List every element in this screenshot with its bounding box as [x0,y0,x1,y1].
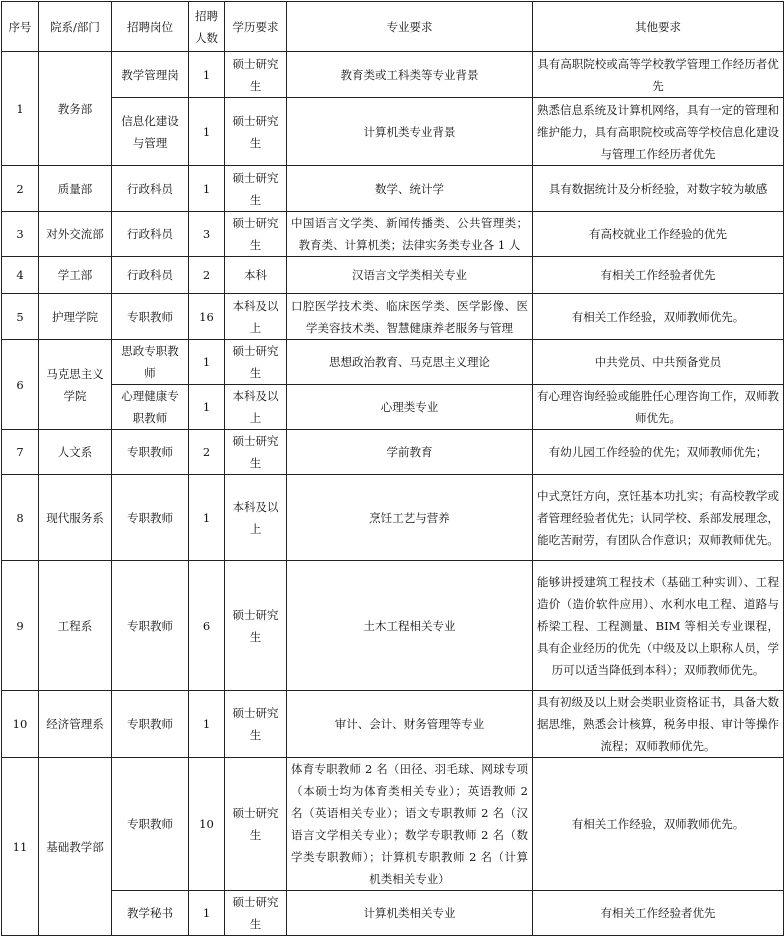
row-position: 专职教师 [112,561,189,691]
row-count: 1 [189,98,225,166]
table-row [2,52,784,98]
row-other: 有心理咨询经验或能胜任心理咨询工作，双师教师优先。 [533,385,784,430]
row-other: 具有高职院校或高等学校教学管理工作经历者优先 [533,52,784,98]
row-dept: 护理学院 [39,294,112,340]
row-dept: 人文系 [39,430,112,475]
row-other: 具有数据统计及分析经验，对数字较为敏感 [533,166,784,212]
row-seq: 6 [2,340,39,430]
row-edu: 硕士研究生 [225,430,287,475]
row-dept: 经济管理系 [39,691,112,758]
header-dept: 院系/部门 [39,2,112,52]
row-edu: 本科及以上 [225,294,287,340]
row-count: 1 [189,475,225,561]
header-position: 招聘岗位 [112,2,189,52]
row-major: 汉语言文学类相关专业 [287,257,533,294]
row-other: 中共党员、中共预备党员 [533,340,784,385]
row-major: 烹饪工艺与营养 [287,475,533,561]
row-edu: 本科 [225,257,287,294]
table-row [2,257,784,294]
row-position: 心理健康专职教师 [112,385,189,430]
row-position: 专职教师 [112,430,189,475]
row-dept: 基础教学部 [39,758,112,936]
row-seq: 11 [2,758,39,936]
table-row [2,475,784,561]
row-position: 教学秘书 [112,891,189,936]
row-dept: 教务部 [39,52,112,166]
row-major: 思想政治教育、马克思主义理论 [287,340,533,385]
row-major: 中国语言文学类、新闻传播类、公共管理类；教育类、计算机类；法律实务类专业各 1 人 [287,212,533,257]
table-row [2,691,784,758]
row-edu: 硕士研究生 [225,758,287,891]
row-major: 口腔医学技术类、临床医学类、医学影像、医学美容技术类、智慧健康养老服务与管理 [287,294,533,340]
row-major: 心理类专业 [287,385,533,430]
row-edu: 硕士研究生 [225,561,287,691]
row-seq: 10 [2,691,39,758]
row-count: 2 [189,430,225,475]
row-edu: 本科及以上 [225,475,287,561]
row-position: 行政科员 [112,257,189,294]
row-edu: 硕士研究生 [225,340,287,385]
row-edu: 硕士研究生 [225,891,287,936]
row-position: 专职教师 [112,691,189,758]
row-other: 熟悉信息系统及计算机网络，具有一定的管理和维护能力，具有高职院校或高等学校信息化建设与管理工作经历者优先 [533,98,784,166]
row-other: 有相关工作经验，双师教师优先。 [533,294,784,340]
row-dept: 学工部 [39,257,112,294]
row-count: 10 [189,758,225,891]
row-major: 数学、统计学 [287,166,533,212]
row-dept: 现代服务系 [39,475,112,561]
row-seq: 3 [2,212,39,257]
row-count: 1 [189,891,225,936]
row-edu: 硕士研究生 [225,691,287,758]
header-edu: 学历要求 [225,2,287,52]
row-seq: 2 [2,166,39,212]
row-seq: 7 [2,430,39,475]
row-count: 1 [189,52,225,98]
row-other: 能够讲授建筑工程技术（基础工种实训）、工程造价（造价软件应用）、水利水电工程、道路与桥梁工程、工程测量、BIM 等相关专业课程，具有企业经历的优先（中级及以上职称人员，学历可以适当降低到本科）；双师教师优先。 [533,561,784,691]
table-row [2,98,784,166]
row-other: 中式烹饪方向，烹饪基本功扎实；有高校教学或者管理经验者优先；认同学校、系部发展理念，能吃苦耐劳，有团队合作意识；双师教师优先。 [533,475,784,561]
row-count: 1 [189,385,225,430]
row-count: 2 [189,257,225,294]
row-count: 1 [189,340,225,385]
row-position: 思政专职教师 [112,340,189,385]
row-other: 有相关工作经验者优先 [533,891,784,936]
table-row [2,166,784,212]
row-major: 审计、会计、财务管理等专业 [287,691,533,758]
table-row [2,385,784,430]
row-major: 学前教育 [287,430,533,475]
row-major: 教育类或工科类等专业背景 [287,52,533,98]
table-row [2,758,784,891]
table-row [2,340,784,385]
row-dept: 工程系 [39,561,112,691]
row-position: 行政科员 [112,212,189,257]
table-row [2,294,784,340]
row-seq: 9 [2,561,39,691]
header-seq: 序号 [2,2,39,52]
row-edu: 硕士研究生 [225,98,287,166]
row-edu: 硕士研究生 [225,166,287,212]
row-seq: 8 [2,475,39,561]
row-count: 16 [189,294,225,340]
row-count: 1 [189,166,225,212]
row-count: 1 [189,691,225,758]
row-major: 计算机类专业背景 [287,98,533,166]
row-other: 有高校就业工作经验的优先 [533,212,784,257]
table-row [2,891,784,936]
table-row [2,212,784,257]
row-position: 专职教师 [112,758,189,891]
row-dept: 马克思主义学院 [39,340,112,430]
row-count: 3 [189,212,225,257]
row-edu: 本科及以上 [225,385,287,430]
header-row [2,2,784,52]
row-position: 专职教师 [112,475,189,561]
row-dept: 对外交流部 [39,212,112,257]
row-count: 6 [189,561,225,691]
row-edu: 硕士研究生 [225,212,287,257]
row-edu: 硕士研究生 [225,52,287,98]
row-other: 有幼儿园工作经验的优先；双师教师优先； [533,430,784,475]
row-seq: 1 [2,52,39,166]
recruitment-table [1,1,784,936]
header-major: 专业要求 [287,2,533,52]
row-other: 有相关工作经验者优先 [533,257,784,294]
header-other: 其他要求 [533,2,784,52]
row-position: 教学管理岗 [112,52,189,98]
row-other: 有相关工作经验，双师教师优先。 [533,758,784,891]
row-position: 行政科员 [112,166,189,212]
row-major: 计算机类相关专业 [287,891,533,936]
row-major: 体育专职教师 2 名（田径、羽毛球、网球专项（本硕士均为体育类相关专业）；英语教师 2 名（英语相关专业）；语文专职教师 2 名（汉语言文学相关专业）；数学专职教师 2 名（数学类专职教师）；计算机专职教师 2 名（计算机类相关专业） [287,758,533,891]
row-dept: 质量部 [39,166,112,212]
row-position: 信息化建设与管理 [112,98,189,166]
row-other: 具有初级及以上财会类职业资格证书，具备大数据思维，熟悉会计核算，税务申报、审计等操作流程；双师教师优先。 [533,691,784,758]
table-row [2,430,784,475]
header-count: 招聘人数 [189,2,225,52]
table-row [2,561,784,691]
row-major: 土木工程相关专业 [287,561,533,691]
row-position: 专职教师 [112,294,189,340]
row-seq: 4 [2,257,39,294]
row-seq: 5 [2,294,39,340]
